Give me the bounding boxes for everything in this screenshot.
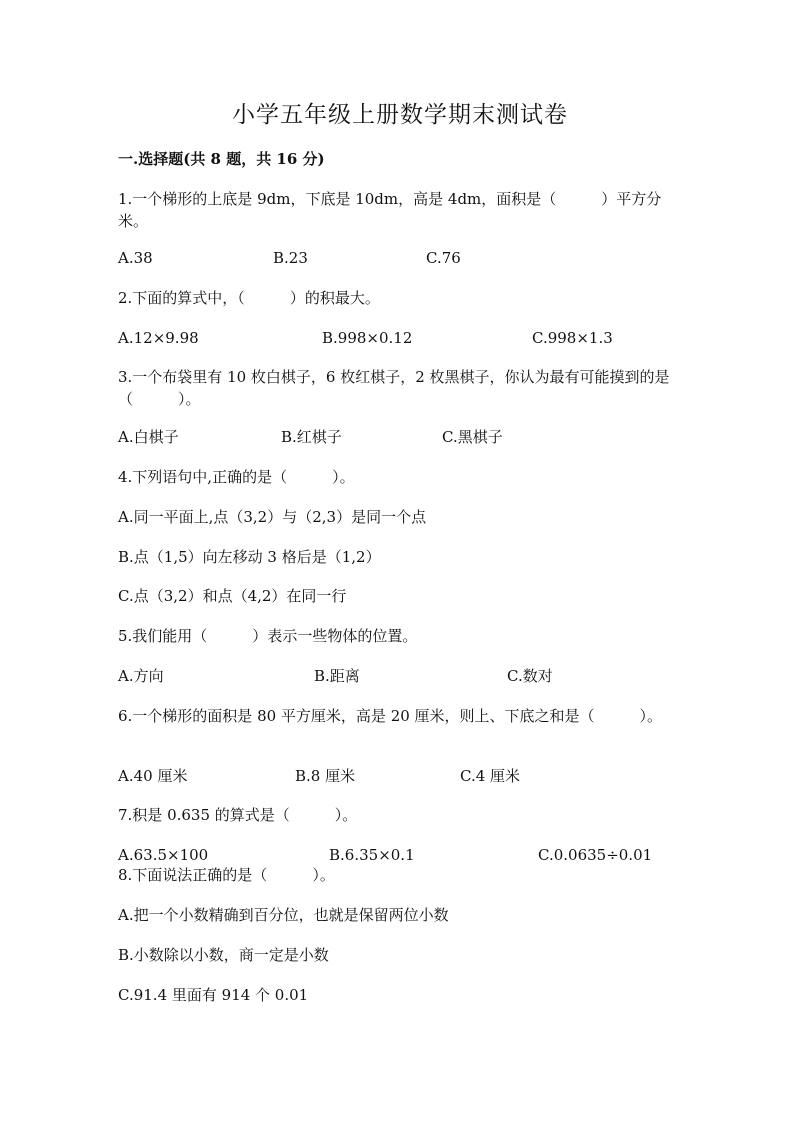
question-2: 2.下面的算式中，（ ）的积最大。 xyxy=(118,289,380,307)
question-8-option-a: A.把一个小数精确到百分位，也就是保留两位小数 xyxy=(118,906,449,924)
question-4: 4.下列语句中,正确的是（ ）。 xyxy=(118,468,355,486)
option-a: A.63.5×100 xyxy=(118,846,209,864)
question-2-options xyxy=(118,327,678,349)
question-6-options xyxy=(118,765,678,787)
option-a: A.白棋子 xyxy=(118,428,179,446)
question-1: 1.一个梯形的上底是 9dm，下底是 10dm，高是 4dm，面积是（ ）平方分米。 xyxy=(118,190,662,230)
option-c: C.黑棋子 xyxy=(442,428,503,446)
section-heading: 一.选择题(共 8 题，共 16 分) xyxy=(118,150,325,168)
option-c: C.数对 xyxy=(507,667,553,685)
question-7-options xyxy=(118,844,678,866)
question-8-option-c: C.91.4 里面有 914 个 0.01 xyxy=(118,986,309,1004)
question-5: 5.我们能用（ ）表示一些物体的位置。 xyxy=(118,627,418,645)
option-a: A.40 厘米 xyxy=(118,767,188,785)
question-4-option-a: A.同一平面上,点（3,2）与（2,3）是同一个点 xyxy=(118,508,427,526)
option-c: C.4 厘米 xyxy=(460,767,521,785)
option-a: A.方向 xyxy=(118,667,164,685)
question-7: 7.积是 0.635 的算式是（ ）。 xyxy=(118,806,358,824)
question-3: 3.一个布袋里有 10 枚白棋子，6 枚红棋子，2 枚黑棋子，你认为最有可能摸到的是（ ）。 xyxy=(118,368,670,408)
question-1-options xyxy=(118,247,678,269)
option-a: A.12×9.98 xyxy=(118,329,199,347)
question-3-options xyxy=(118,426,678,448)
option-b: B.6.35×0.1 xyxy=(329,846,415,864)
option-b: B.23 xyxy=(273,249,308,267)
question-4-option-b: B.点（1,5）向左移动 3 格后是（1,2） xyxy=(118,548,381,566)
option-b: B.距离 xyxy=(314,667,360,685)
question-6: 6.一个梯形的面积是 80 平方厘米，高是 20 厘米，则上、下底之和是（ ）。 xyxy=(118,707,663,725)
option-c: C.76 xyxy=(426,249,461,267)
option-c: C.998×1.3 xyxy=(532,329,613,347)
page-title: 小学五年级上册数学期末测试卷 xyxy=(232,102,568,128)
option-b: B.红棋子 xyxy=(281,428,342,446)
question-4-option-c: C.点（3,2）和点（4,2）在同一行 xyxy=(118,587,347,605)
question-8-option-b: B.小数除以小数，商一定是小数 xyxy=(118,946,329,964)
option-c: C.0.0635÷0.01 xyxy=(538,846,653,864)
option-b: B.8 厘米 xyxy=(295,767,356,785)
option-b: B.998×0.12 xyxy=(322,329,413,347)
question-8: 8.下面说法正确的是（ ）。 xyxy=(118,866,335,884)
option-a: A.38 xyxy=(118,249,153,267)
question-5-options xyxy=(118,665,678,687)
